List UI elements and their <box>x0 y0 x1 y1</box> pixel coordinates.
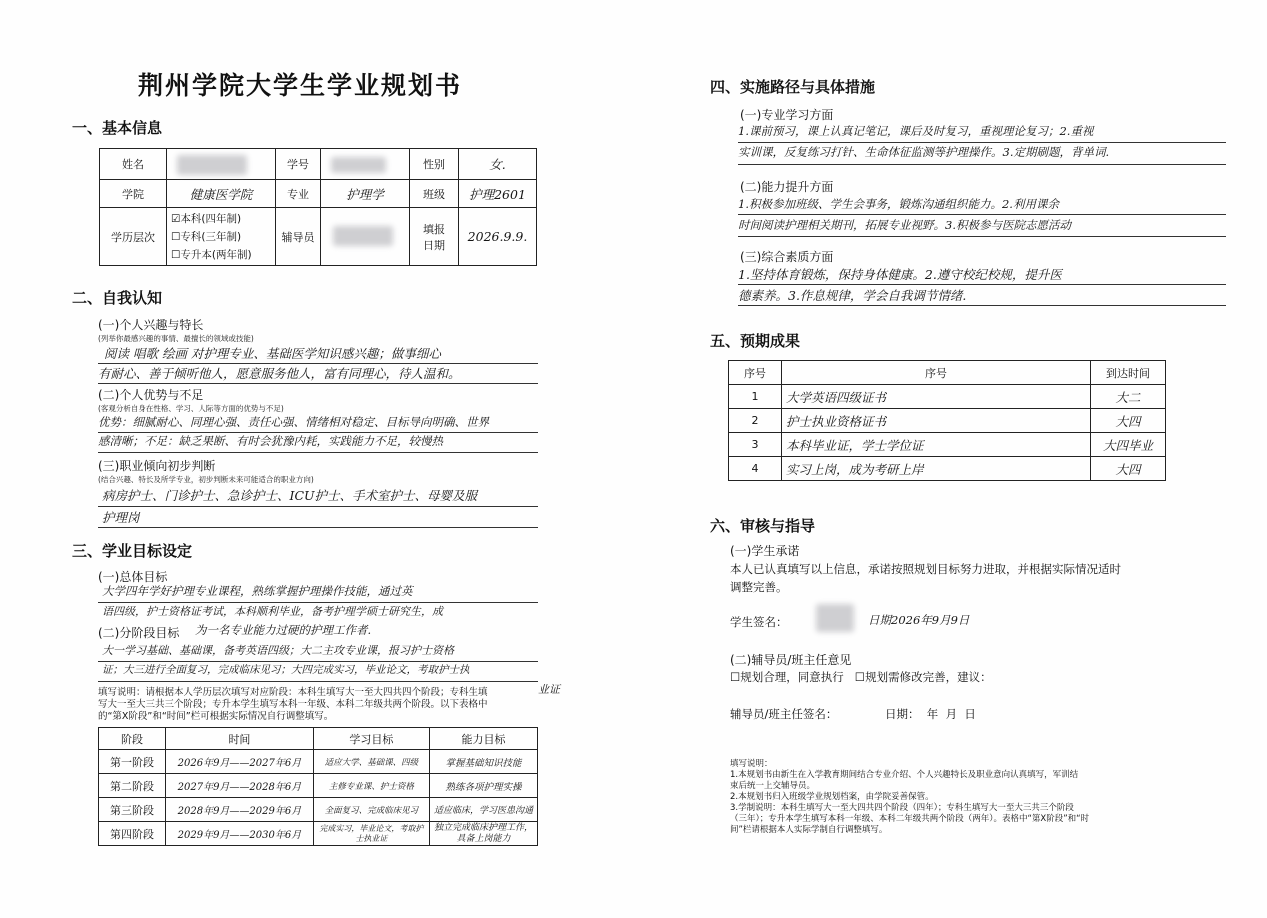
interest-title: (一)个人兴趣与特长 <box>98 318 204 332</box>
table-row: 4 实习上岗，成为考研上岸 大四 <box>729 457 1166 481</box>
stage-goal-line2: 证；大三进行全面复习，完成临床见习；大四完成实习，毕业论文，考取护士执 <box>102 664 470 676</box>
college-label: 学院 <box>100 180 167 208</box>
quality-line2: 德素养。3.作息规律，学会自我调节情绪. <box>738 288 967 303</box>
section-review: 六、审核与指导 <box>710 517 816 535</box>
student-sign-date: 日期2026年9月9日 <box>868 613 970 627</box>
results-header-no: 序号 <box>729 361 782 385</box>
stage-goal-title: (二)分阶段目标 <box>98 626 180 640</box>
stage-goal-line1: 大一学习基础、基础课，备考英语四级；大二主攻专业课，报习护士资格 <box>102 644 454 657</box>
class-label: 班级 <box>410 180 459 208</box>
quality-title: (三)综合素质方面 <box>740 250 834 264</box>
section-basic-info: 一、基本信息 <box>72 119 163 137</box>
advisor-opinion-options[interactable]: ☐规划合理，同意执行 ☐规划需修改完善，建议： <box>730 670 992 684</box>
level-opt-junior: ☐专科(三年制) <box>171 230 242 243</box>
interest-line1: 阅读 唱歌 绘画 对护理专业、基础医学知识感兴趣；做事细心 <box>104 346 441 361</box>
quality-line1: 1.坚持体育锻炼，保持身体健康。2.遵守校纪校规，提升医 <box>738 267 1062 282</box>
advisor-value <box>321 208 410 266</box>
promise-title: (一)学生承诺 <box>730 544 800 558</box>
date-label: 填报 日期 <box>410 208 459 266</box>
ability-line2: 时间阅读护理相关期刊，拓展专业视野。3.积极参与医院志愿活动 <box>738 218 1071 232</box>
overall-goal-line2: 语四级，护士资格证考试，本科顺利毕业，备考护理学硕士研究生，成 <box>102 605 443 618</box>
section-goals: 三、学业目标设定 <box>72 542 193 560</box>
student-sign-label: 学生签名： <box>730 615 788 629</box>
level-options <box>167 208 276 266</box>
name-label: 姓名 <box>100 149 167 180</box>
strength-line1: 优势：细腻耐心、同理心强、责任心强、情绪相对稳定、目标导向明确、世界 <box>98 415 489 429</box>
table-row: 2 护士执业资格证书 大四 <box>729 409 1166 433</box>
results-header-item: 序号 <box>782 361 1091 385</box>
fill-note: 填写说明：请根据本人学历层次填写对应阶段：本科生填写大一至大四共四个阶段；专科生填 写大一至大三共三个阶段；专升本学生填写本科一年级、本科二年级共两个阶段。以下表格中 的“第X阶段”和“时间”栏可根据实际情况自行调整填写。 <box>98 687 488 722</box>
ability-line1: 1.积极参加班级、学生会事务，锻炼沟通组织能力。2.利用课余 <box>738 197 1059 211</box>
strength-hint: (客观分析自身在性格、学习、人际等方面的优势与不足) <box>98 404 284 413</box>
right-page <box>640 0 1267 918</box>
level-opt-bachelor: ☑本科(四年制) <box>171 212 242 225</box>
career-hint: (结合兴趣、特长及所学专业，初步判断未来可能适合的职业方向) <box>98 475 314 484</box>
table-row: 1 大学英语四级证书 大二 <box>729 385 1166 409</box>
name-value <box>167 149 276 180</box>
level-label: 学历层次 <box>100 208 167 266</box>
table-row: 第一阶段 2026年9月——2027年6月 适应大学、基础课、四级 掌握基础知识技能 <box>99 750 538 774</box>
section-self-awareness: 二、自我认知 <box>72 289 163 307</box>
table-row: 3 本科毕业证，学士学位证 大四毕业 <box>729 433 1166 457</box>
id-label: 学号 <box>276 149 321 180</box>
table-row: 第四阶段 2029年9月——2030年6月 完成实习，毕业论文，考取护士执业证 独立完成临床护理工作，具备上岗能力 <box>99 822 538 846</box>
date-value: 2026.9.9. <box>459 208 537 266</box>
advisor-opinion-title: (二)辅导员/班主任意见 <box>730 653 852 667</box>
promise-line2: 调整完善。 <box>730 580 788 594</box>
class-value: 护理2601 <box>459 180 537 208</box>
college-value: 健康医学院 <box>167 180 276 208</box>
interest-line2: 有耐心、善于倾听他人，愿意服务他人，富有同理心，待人温和。 <box>98 366 461 381</box>
document-title: 荆州学院大学生学业规划书 <box>138 71 463 100</box>
major-label: 专业 <box>276 180 321 208</box>
fill-notes: 填写说明： 1.本规划书由新生在入学教育期间结合专业介绍、个人兴趣特长及职业意向认真填写，军训结 束后统一上交辅导员。 2.本规划书归入班级学业规划档案，由学院妥善保管。 3.学制说明：本科生填写大一至大四共四个阶段（四年）；专科生填写大一至大三共三个阶段 （三年）；专升本学生填写本科一年级、本科二年级共两个阶段（两年）。表格中“第X阶段”和“时 间”栏请根据本人实际学制自行调整填写。 <box>730 759 1090 835</box>
table-row: 第三阶段 2028年9月——2029年6月 全面复习、完成临床见习 适应临床，学习医患沟通 <box>99 798 538 822</box>
stage-header-ability: 能力目标 <box>429 728 537 750</box>
stage-header-stage: 阶段 <box>99 728 166 750</box>
id-value <box>321 149 410 180</box>
interest-hint: (列举你最感兴趣的事情、最擅长的领域或技能) <box>98 334 254 343</box>
advisor-label: 辅导员 <box>276 208 321 266</box>
table-row: 第二阶段 2027年9月——2028年6月 主修专业课、护士资格 熟练各项护理实操 <box>99 774 538 798</box>
section-expected-results: 五、预期成果 <box>710 332 801 350</box>
strength-title: (二)个人优势与不足 <box>98 388 204 402</box>
stage-goal-inline: 为一名专业能力过硬的护理工作者. <box>195 623 372 637</box>
study-line2: 实训课，反复练习打针、生命体征监测等护理操作。3.定期刷题，背单词. <box>738 145 1110 159</box>
overall-goal-title: (一)总体目标 <box>98 570 168 584</box>
gender-value: 女. <box>459 149 537 180</box>
study-title: (一)专业学习方面 <box>740 108 834 122</box>
stage-goal-tail: 业证 <box>538 683 560 696</box>
promise-line1: 本人已认真填写以上信息，承诺按照规划目标努力进取，并根据实际情况适时 <box>730 562 1121 576</box>
career-title: (三)职业倾向初步判断 <box>98 459 216 473</box>
results-header-time: 到达时间 <box>1091 361 1166 385</box>
overall-goal-line1: 大学四年学好护理专业课程，熟练掌握护理操作技能，通过英 <box>102 584 413 598</box>
career-line1: 病房护士、门诊护士、急诊护士、ICU护士、手术室护士、母婴及服 <box>102 488 478 503</box>
ability-title: (二)能力提升方面 <box>740 180 834 194</box>
basic-info-table <box>99 148 537 266</box>
section-implementation: 四、实施路径与具体措施 <box>710 78 876 96</box>
advisor-sign-date: 日期： 年 月 日 <box>885 707 976 721</box>
stage-header-study: 学习目标 <box>313 728 429 750</box>
career-line2: 护理岗 <box>102 510 140 525</box>
level-opt-upgrade: ☐专升本(两年制) <box>171 248 252 261</box>
advisor-sign-label: 辅导员/班主任签名： <box>730 707 838 721</box>
major-value: 护理学 <box>321 180 410 208</box>
gender-label: 性别 <box>410 149 459 180</box>
strength-line2: 感清晰；不足：缺乏果断、有时会犹豫内耗，实践能力不足，较慢热 <box>98 434 443 448</box>
stage-table <box>98 727 538 846</box>
stage-header-time: 时间 <box>166 728 314 750</box>
results-table <box>728 360 1166 481</box>
study-line1: 1.课前预习，课上认真记笔记，课后及时复习，重视理论复习；2.重视 <box>738 124 1094 138</box>
